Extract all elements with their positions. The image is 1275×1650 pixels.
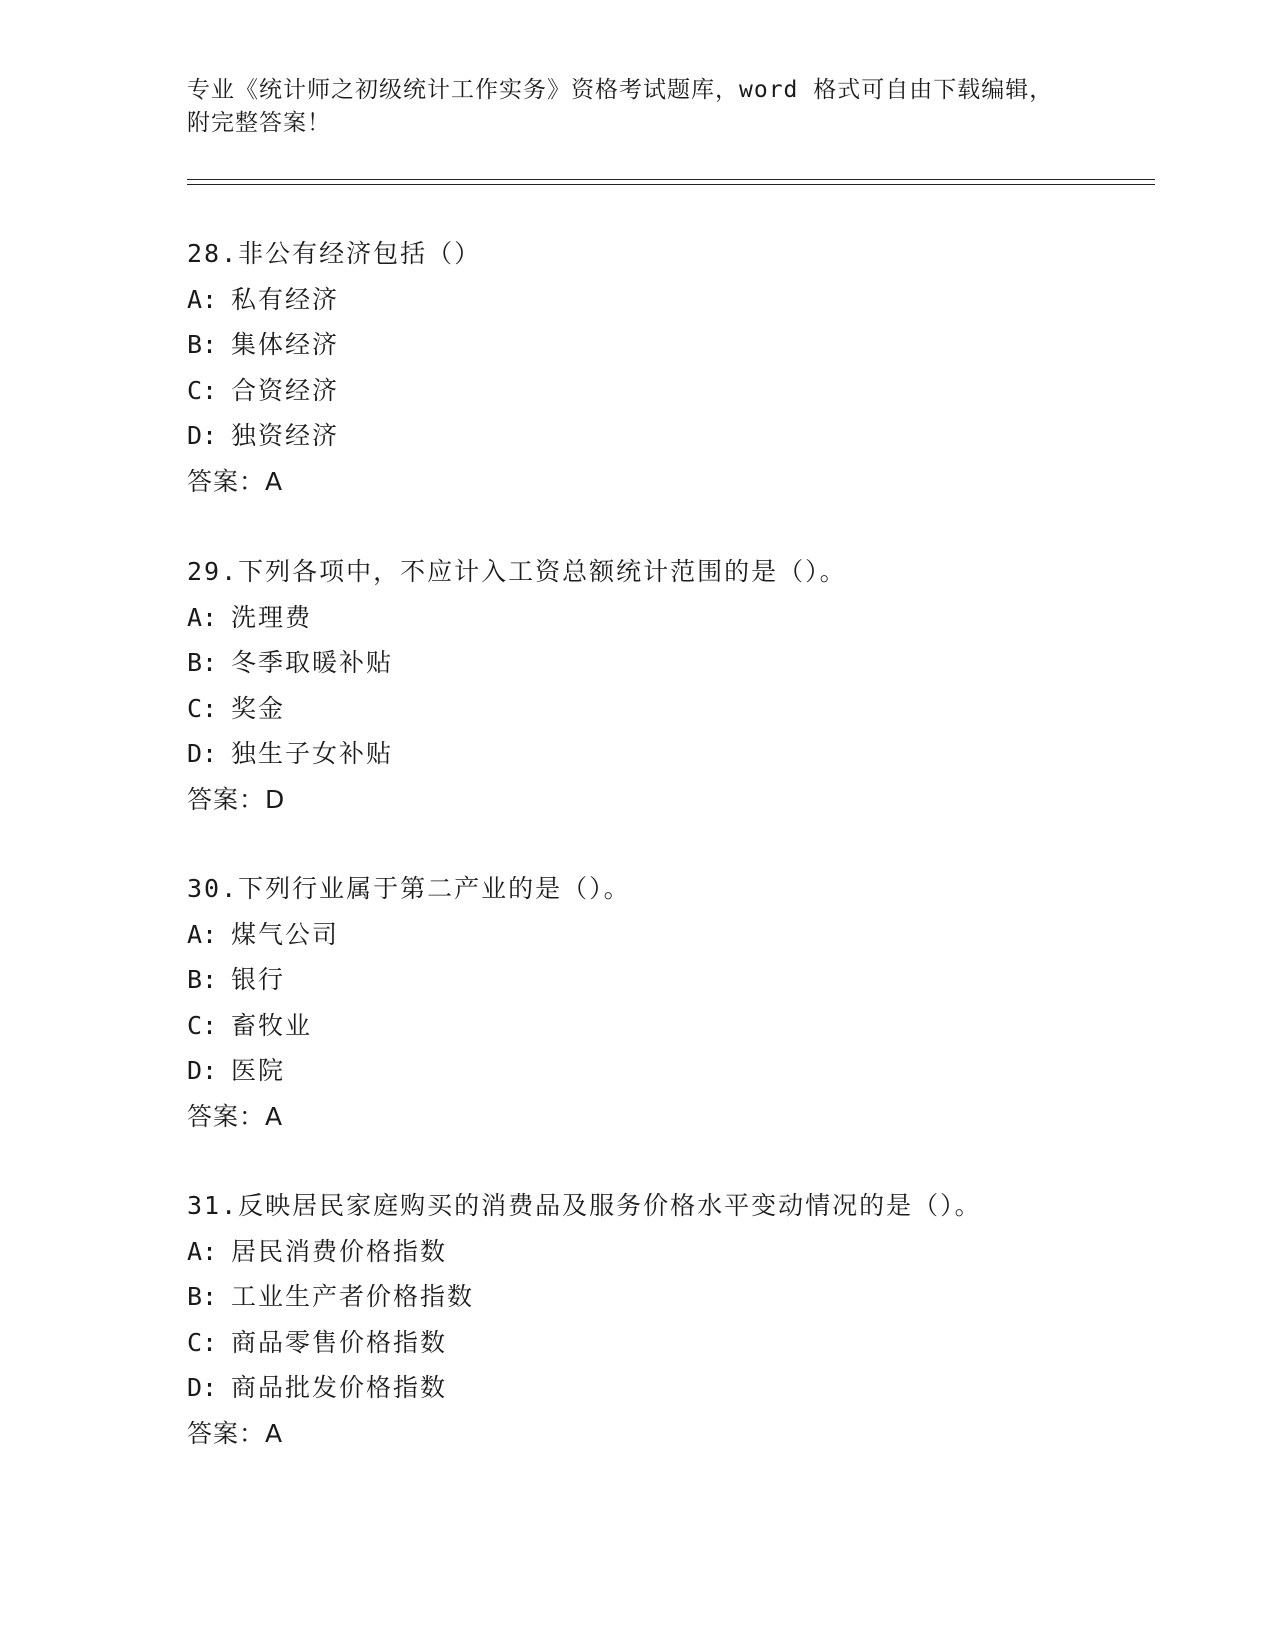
option-text: 工业生产者价格指数: [231, 1282, 475, 1311]
question-stem: 31.反映居民家庭购买的消费品及服务价格水平变动情况的是（）。: [187, 1191, 982, 1220]
option-letter: D:: [187, 1056, 218, 1085]
option-text: 私有经济: [231, 284, 340, 314]
option-b: [187, 322, 1187, 368]
option-a: [187, 912, 1187, 958]
header-line-2: 附完整答案！: [187, 110, 331, 136]
answer-line: [187, 459, 1187, 505]
question-stem: 28.非公有经济包括（）: [187, 239, 482, 268]
answer-label: 答案：: [187, 784, 266, 814]
option-text: 奖金: [231, 693, 286, 723]
option-text: 商品零售价格指数: [231, 1327, 448, 1357]
option-d: [187, 413, 1187, 459]
option-letter: B:: [187, 330, 218, 359]
answer-line: [187, 1411, 1187, 1457]
option-text: 畜牧业: [231, 1010, 313, 1040]
option-c: [187, 368, 1187, 414]
answer-line: [187, 777, 1187, 823]
option-c: [187, 1320, 1187, 1366]
option-text: 合资经济: [231, 375, 340, 405]
option-text: 集体经济: [231, 330, 340, 359]
option-text: 居民消费价格指数: [231, 1236, 448, 1266]
option-a: [187, 595, 1187, 641]
option-text: 煤气公司: [231, 919, 340, 949]
question-29: [187, 549, 1187, 822]
option-letter: B:: [187, 965, 218, 994]
option-c: [187, 686, 1187, 732]
option-text: 医院: [231, 1056, 286, 1085]
option-text: 冬季取暖补贴: [231, 648, 394, 677]
option-a: [187, 1229, 1187, 1275]
question-30: [187, 866, 1187, 1139]
answer-value: A: [265, 466, 284, 496]
option-text: 银行: [231, 965, 286, 994]
header-line-1: 专业《统计师之初级统计工作实务》资格考试题库，word 格式可自由下载编辑，: [187, 77, 1054, 103]
option-letter: A:: [187, 1236, 218, 1266]
option-text: 洗理费: [231, 602, 313, 632]
option-letter: C:: [187, 1010, 218, 1040]
option-b: [187, 640, 1187, 686]
answer-label: 答案：: [187, 466, 266, 496]
option-letter: D:: [187, 421, 218, 450]
answer-value: A: [265, 1101, 284, 1131]
option-text: 独资经济: [231, 421, 340, 450]
answer-value: D: [265, 784, 286, 814]
question-stem: 30.下列行业属于第二产业的是（）。: [187, 874, 631, 903]
option-letter: A:: [187, 284, 218, 314]
answer-label: 答案：: [187, 1418, 266, 1448]
option-letter: A:: [187, 919, 218, 949]
option-c: [187, 1003, 1187, 1049]
answer-line: [187, 1094, 1187, 1140]
option-letter: B:: [187, 648, 218, 677]
option-letter: C:: [187, 375, 218, 405]
option-b: [187, 1274, 1187, 1320]
option-text: 商品批发价格指数: [231, 1373, 448, 1402]
option-letter: C:: [187, 1327, 218, 1357]
document-header: [187, 74, 1087, 140]
option-letter: C:: [187, 693, 218, 723]
option-letter: A:: [187, 602, 218, 632]
question-28: [187, 231, 1187, 504]
option-d: [187, 1048, 1187, 1094]
option-d: [187, 731, 1187, 777]
option-text: 独生子女补贴: [231, 739, 394, 768]
header-divider-top: [187, 179, 1155, 180]
answer-label: 答案：: [187, 1101, 266, 1131]
option-letter: D:: [187, 739, 218, 768]
answer-value: A: [265, 1418, 284, 1448]
option-letter: B:: [187, 1282, 218, 1311]
question-stem: 29.下列各项中，不应计入工资总额统计范围的是（）。: [187, 557, 847, 586]
option-a: [187, 277, 1187, 323]
header-divider-bottom: [187, 184, 1155, 185]
option-letter: D:: [187, 1373, 218, 1402]
question-31: [187, 1183, 1187, 1456]
option-d: [187, 1365, 1187, 1411]
option-b: [187, 957, 1187, 1003]
